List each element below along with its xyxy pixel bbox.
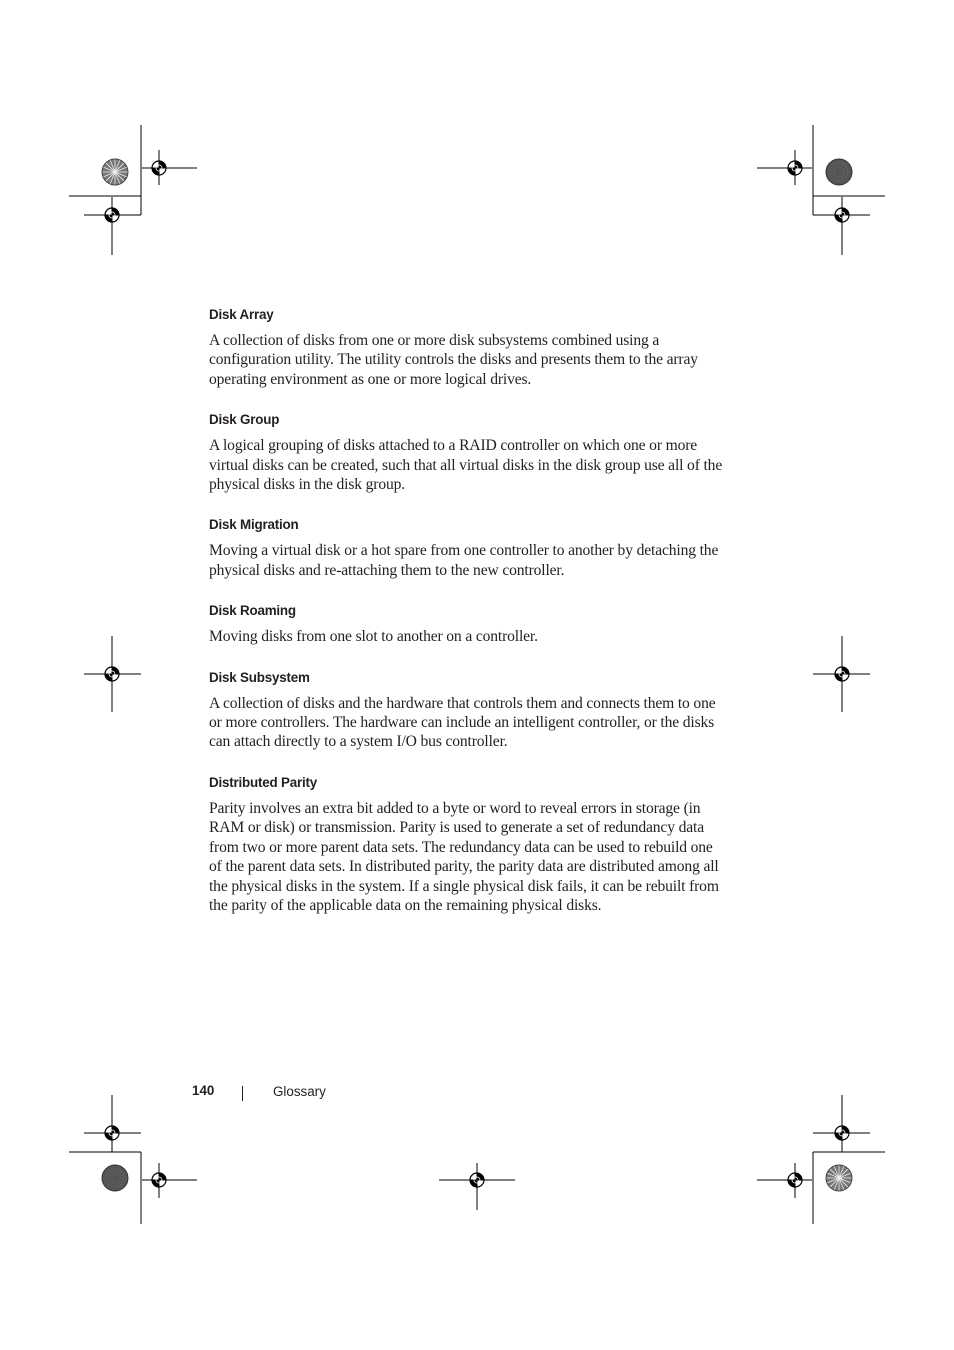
- glossary-entry-disk-array: [209, 305, 724, 389]
- footer-separator: [242, 1086, 243, 1101]
- glossary-entry-disk-migration: [209, 515, 724, 580]
- glossary-term: Disk Migration: [209, 517, 299, 533]
- glossary-definition: Moving disks from one slot to another on a controller.: [209, 628, 538, 646]
- glossary-content: [209, 305, 724, 936]
- glossary-definition: A collection of disks from one or more disk subsystems combined using a configuration utility. The utility controls the disks and presents them to the array operating environment as one or more logical drives.: [209, 332, 698, 388]
- footer-section-title: Glossary: [273, 1084, 326, 1099]
- glossary-definition: A collection of disks and the hardware that controls them and connects them to one or more controllers. The hardware can include an intelligent controller, or the disks can attach directly to a system I/O bus controller.: [209, 694, 716, 751]
- glossary-term: Distributed Parity: [209, 774, 318, 790]
- glossary-definition: Parity involves an extra bit added to a byte or word to reveal errors in storage (in RAM or disk) or transmission. Parity is used to generate a set of redundancy data from two or more parent data sets. The redundancy data can be used to rebuild one of the parent data sets. In distributed parity, the parity data are distributed among all the physical disks in the system. If a single physical disk fails, it can be rebuilt from the parity of the applicable data on the remaining physical disks.: [209, 799, 719, 914]
- glossary-term: Disk Roaming: [209, 603, 296, 619]
- glossary-entry-distributed-parity: [209, 773, 724, 915]
- glossary-term: Disk Subsystem: [209, 669, 310, 685]
- glossary-definition: Moving a virtual disk or a hot spare from one controller to another by detaching the physical disks and re-attaching them to the new controller.: [209, 542, 719, 579]
- glossary-term: Disk Array: [209, 307, 274, 322]
- glossary-entry-disk-subsystem: [209, 668, 724, 752]
- glossary-entry-disk-roaming: [209, 601, 724, 646]
- glossary-term: Disk Group: [209, 412, 280, 428]
- glossary-definition: A logical grouping of disks attached to a RAID controller on which one or more virtual disks can be created, such that all virtual disks in the disk group use all of the physical disks in the disk group.: [209, 437, 723, 494]
- page-number: 140: [192, 1083, 215, 1098]
- glossary-entry-disk-group: [209, 410, 724, 494]
